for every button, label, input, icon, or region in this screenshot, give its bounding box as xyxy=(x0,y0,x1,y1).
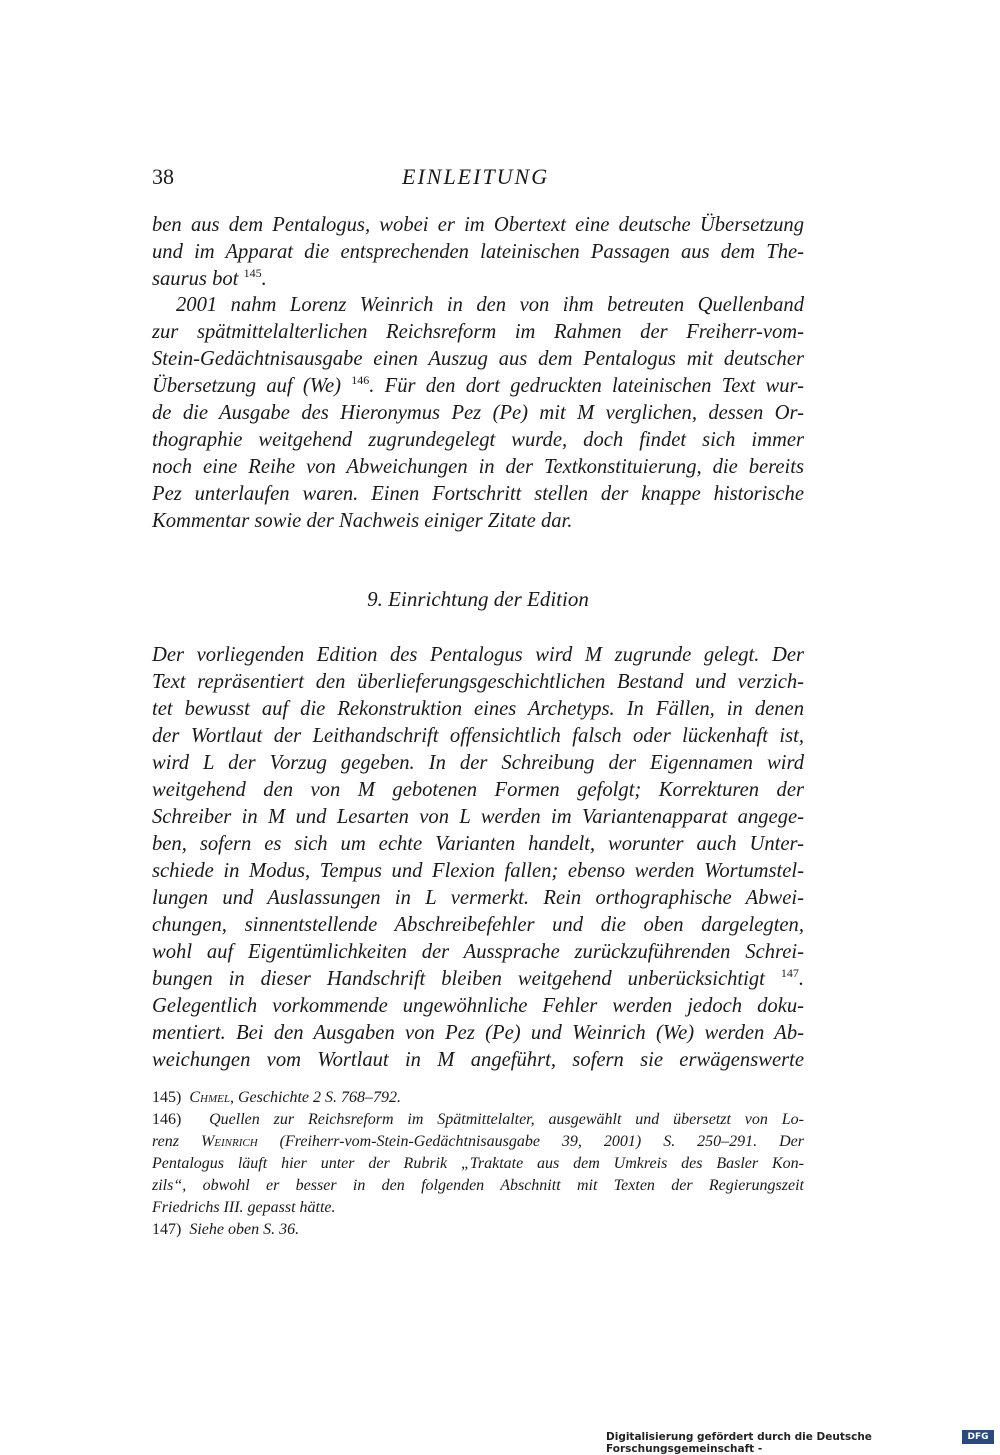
text-line: und im Apparat die entsprechenden lateinischen Passagen aus dem The- xyxy=(152,241,804,263)
text-line: Stein-Gedächtnisausgabe einen Auszug aus dem Pentalogus mit deutscher xyxy=(152,348,804,370)
footnote-number: 146) xyxy=(152,1111,182,1128)
text-line: Schreiber in M und Lesarten von L werden im Variantenapparat angege- xyxy=(152,806,804,828)
section-heading: 9. Einrichtung der Edition xyxy=(367,587,589,611)
text-line: weichungen vom Wortlaut in M angeführt, sofern sie erwägenswerte xyxy=(152,1049,804,1071)
line-text: . Für den dort gedruckten lateinischen Text wur- xyxy=(369,375,804,397)
paragraph-1 xyxy=(152,212,804,293)
text-line: tet bewusst auf die Rekonstruktion eines Archetyps. In Fällen, in denen xyxy=(152,698,804,720)
footnote-147 xyxy=(152,1219,804,1241)
text-line: thographie weitgehend zugrundegelegt wurde, doch findet sich immer xyxy=(152,429,804,451)
text-line: ben aus dem Pentalogus, wobei er im Obertext eine deutsche Übersetzung xyxy=(152,214,804,236)
text-line: lungen und Auslassungen in L vermerkt. Rein orthographische Abwei- xyxy=(152,887,804,909)
page-number: 38 xyxy=(152,164,174,189)
text-line: Kommentar sowie der Nachweis einiger Zitate dar. xyxy=(152,510,573,532)
footnote-text: renz xyxy=(152,1133,201,1150)
footnote-text: , Geschichte 2 S. 768–792. xyxy=(229,1089,402,1106)
dfg-logo: DFG xyxy=(962,1430,994,1444)
footnote-author: Weinrich xyxy=(200,1133,258,1150)
footnote-number: 145) xyxy=(152,1089,182,1106)
text-line: wohl auf Eigentümlichkeiten der Aussprache zurückzuführenden Schrei- xyxy=(152,941,804,963)
footnote-146-cont: Pentalogus läuft hier unter der Rubrik „Traktate aus dem Umkreis des Basler Kon- xyxy=(152,1155,804,1172)
text-line xyxy=(152,966,804,993)
footnote-text: Quellen zur Reichsreform im Spätmittelalter, ausgewählt und übersetzt von Lo- xyxy=(209,1111,805,1128)
text-line xyxy=(152,266,804,293)
text-line: chungen, sinnentstellende Abschreibefehler und die oben dargelegten, xyxy=(152,914,804,936)
text-line: 2001 nahm Lorenz Weinrich in den von ihm betreuten Quellenband xyxy=(176,294,804,316)
footnote-ref-146[interactable]: 146 xyxy=(351,373,370,388)
paragraph-3 xyxy=(152,642,804,1074)
line-text: saurus bot xyxy=(152,268,239,290)
footnote-146-cont: zils“, obwohl er besser in den folgenden Abschnitt mit Texten der Regierungszeit xyxy=(152,1177,804,1194)
text-line: der Wortlaut der Leithandschrift offensichtlich falsch oder lückenhaft ist, xyxy=(152,725,804,747)
text-line: Pez unterlaufen waren. Einen Fortschritt stellen der knappe historische xyxy=(152,483,804,505)
text-line: ben, sofern es sich um echte Varianten handelt, worunter auch Unter- xyxy=(152,833,804,855)
text-line: de die Ausgabe des Hieronymus Pez (Pe) mit M verglichen, dessen Or- xyxy=(152,402,804,424)
footnotes xyxy=(152,1087,804,1241)
footnote-146-cont xyxy=(152,1131,804,1153)
text-line: schiede in Modus, Tempus und Flexion fallen; ebenso werden Wortumstel- xyxy=(152,860,804,882)
paragraph-2 xyxy=(152,292,804,535)
text-line: weitgehend den von M gebotenen Formen gefolgt; Korrekturen der xyxy=(152,779,804,801)
line-text: . xyxy=(261,268,267,290)
text-line xyxy=(152,373,804,400)
text-line: wird L der Vorzug gegeben. In der Schreibung der Eigennamen wird xyxy=(152,752,804,774)
text-line: Der vorliegenden Edition des Pentalogus wird M zugrunde gelegt. Der xyxy=(152,644,804,666)
running-title: EINLEITUNG xyxy=(402,164,550,189)
footnote-ref-147[interactable]: 147 xyxy=(780,966,799,981)
text-line: zur spätmittelalterlichen Reichsreform im Rahmen der Freiherr-vom- xyxy=(152,321,804,343)
text-line: noch eine Reihe von Abweichungen in der Textkonstituierung, die bereits xyxy=(152,456,804,478)
footnote-text: Siehe oben S. 36. xyxy=(189,1221,300,1238)
text-line: Gelegentlich vorkommende ungewöhnliche Fehler werden jedoch doku- xyxy=(152,995,804,1017)
line-text: Übersetzung auf (We) xyxy=(152,375,341,397)
footnote-145 xyxy=(152,1087,804,1109)
text-line: mentiert. Bei den Ausgaben von Pez (Pe) und Weinrich (We) werden Ab- xyxy=(152,1022,804,1044)
funding-banner: Digitalisierung gefördert durch die Deutsche Forschungsgemeinschaft - xyxy=(606,1431,872,1455)
footnote-text: (Freiherr-vom-Stein-Gedächtnisausgabe 39, 2001) S. 250–291. Der xyxy=(257,1133,805,1150)
footnote-146-cont: Friedrichs III. gepasst hätte. xyxy=(152,1199,336,1216)
text-line: Text repräsentiert den überlieferungsgeschichtlichen Bestand und verzich- xyxy=(152,671,804,693)
line-text: bungen in dieser Handschrift bleiben weitgehend unberücksichtigt xyxy=(152,968,765,990)
footnote-number: 147) xyxy=(152,1221,182,1238)
line-text: . xyxy=(798,968,804,990)
footnote-author: Chmel xyxy=(189,1089,230,1106)
footnote-146 xyxy=(152,1109,804,1131)
footnote-ref-145[interactable]: 145 xyxy=(243,266,262,281)
